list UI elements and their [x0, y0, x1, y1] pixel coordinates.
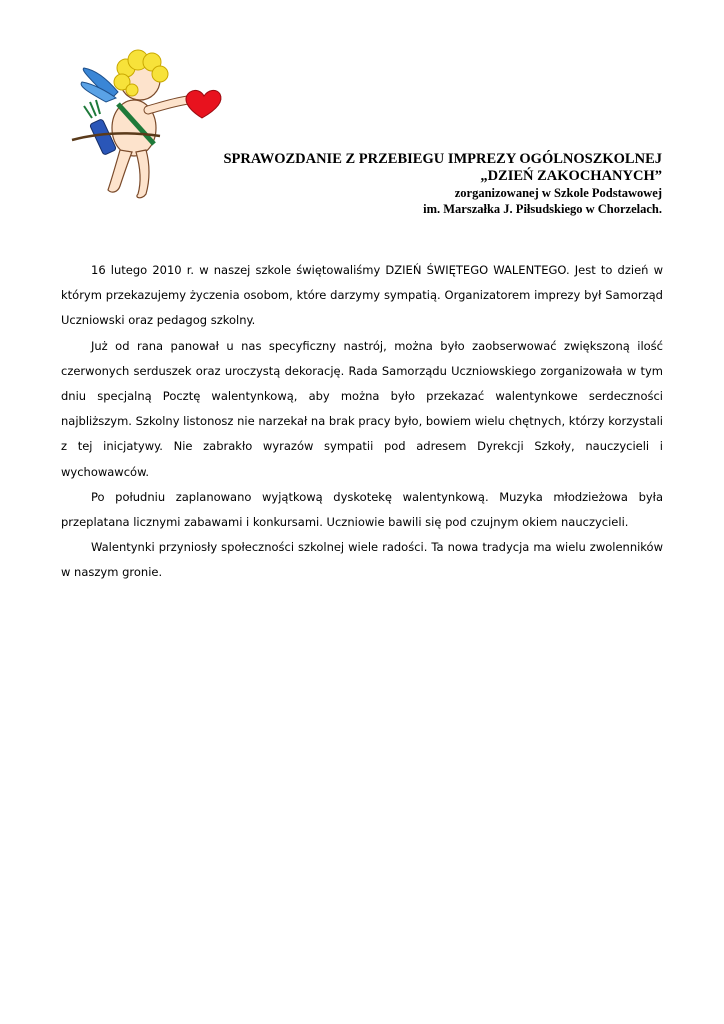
report-body — [61, 258, 663, 586]
paragraph: 16 lutego 2010 r. w naszej szkole świętowaliśmy DZIEŃ ŚWIĘTEGO WALENTEGO. Jest to dzień w którym przekazujemy życzenia osobom, które darzymy sympatią. Organizatorem imprezy był Samorząd Uczniowski oraz pedagog szkolny. — [61, 263, 663, 328]
paragraph: Już od rana panował u nas specyficzny nastrój, można było zaobserwować zwiększoną ilość czerwonych serduszek oraz uroczystą dekorację. Rada Samorządu Uczniowskiego zorganizowała w tym dniu specjalną Pocztę walentynkową, aby można było przekazać walentynkowe serdeczności najbliższym. Szkolny listonosz nie narzekał na brak pracy było, bowiem wielu chętnych, którzy korzystali z tej inicjatywy. Nie zabrakło wyrazów sympatii pod adresem Dyrekcji Szkoły, nauczycieli i wychowawców. — [61, 338, 664, 479]
paragraph: Walentynki przyniosły społeczności szkolnej wiele radości. Ta nowa tradycja ma wielu zwolenników w naszym gronie. — [61, 540, 663, 580]
school-line: zorganizowanej w Szkole Podstawowej — [454, 186, 662, 200]
report-header — [142, 150, 662, 217]
school-patron-line: im. Marszałka J. Piłsudskiego w Chorzelach. — [423, 202, 662, 216]
paragraph: Po południu zaplanowano wyjątkową dyskotekę walentynkową. Muzyka młodzieżowa była przeplatana licznymi zabawami i konkursami. Uczniowie bawili się pod czujnym okiem nauczycieli. — [61, 489, 663, 530]
event-name: „DZIEŃ ZAKOCHANYCH” — [480, 168, 662, 184]
report-title: SPRAWOZDANIE Z PRZEBIEGU IMPREZY OGÓLNOSZKOLNEJ — [223, 151, 662, 167]
